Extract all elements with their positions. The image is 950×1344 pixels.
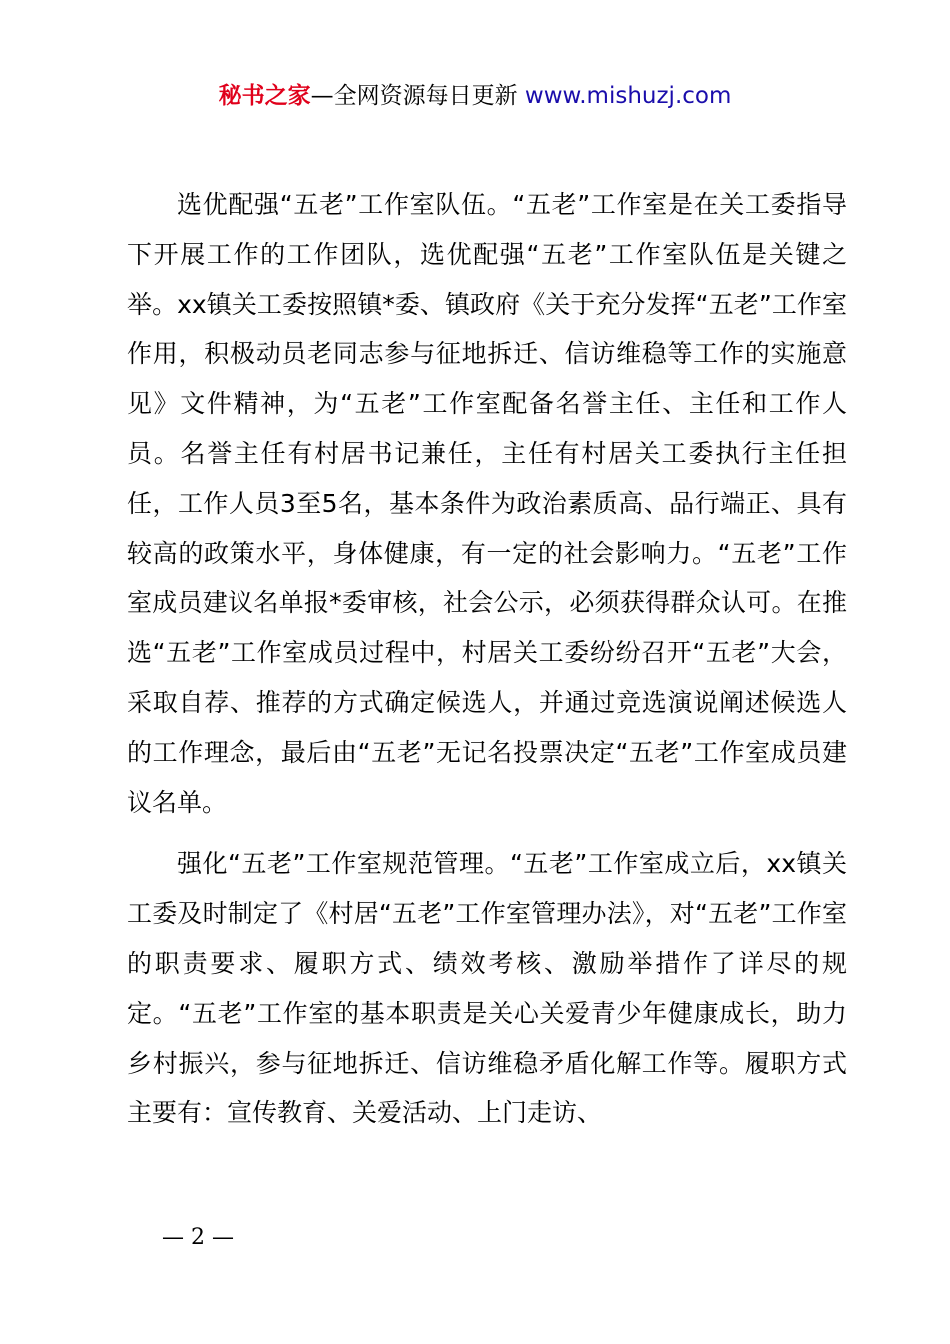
brand-name: 秘书之家 [218,83,311,109]
site-url-link[interactable]: www.mishuzj.com [524,83,732,109]
paragraph-standard-management: 强化“五老”工作室规范管理。“五老”工作室成立后，xx镇关工委及时制定了《村居“五老”工作室管理办法》，对“五老”工作室的职责要求、履职方式、绩效考核、激励举措作了详尽的规定。“五老”工作室的基本职责是关心关爱青少年健康成长，助力乡村振兴，参与征地拆迁、信访维稳矛盾化解工作等。履职方式主要有：宣传教育、关爱活动、上门走访、 [127,849,847,1128]
header-tagline: —全网资源每日更新 [310,83,518,109]
paragraph-team-selection: 选优配强“五老”工作室队伍。“五老”工作室是在关工委指导下开展工作的工作团队，选优配强“五老”工作室队伍是关键之举。xx镇关工委按照镇*委、镇政府《关于充分发挥“五老”工作室作用，积极动员老同志参与征地拆迁、信访维稳等工作的实施意见》文件精神，为“五老”工作室配备名誉主任、主任和工作人员。名誉主任有村居书记兼任，主任有村居关工委执行主任担任，工作人员3至5名，基本条件为政治素质高、品行端正、具有较高的政策水平，身体健康，有一定的社会影响力。“五老”工作室成员建议名单报*委审核，社会公示，必须获得群众认可。在推选“五老”工作室成员过程中，村居关工委纷纷召开“五老”大会，采取自荐、推荐的方式确定候选人，并通过竞选演说阐述候选人的工作理念，最后由“五老”无记名投票决定“五老”工作室成员建议名单。 [127,190,847,817]
site-header [0,80,950,112]
document-body [127,180,847,1138]
page-number: — 2 — [162,1225,234,1250]
